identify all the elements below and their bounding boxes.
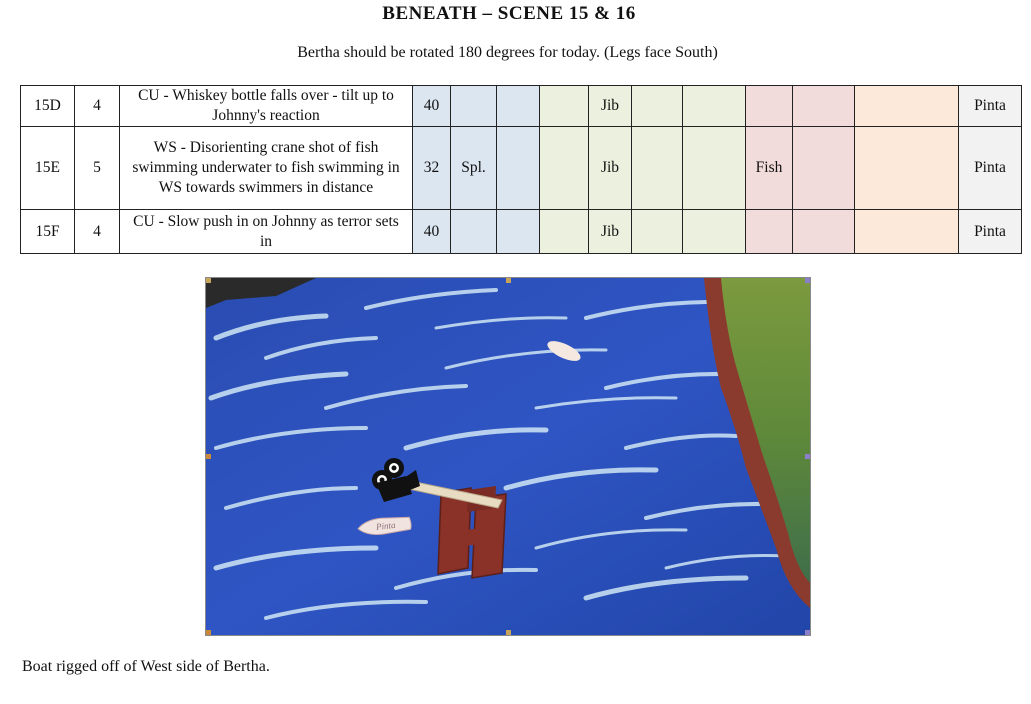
photo-caption: Boat rigged off of West side of Bertha. <box>22 658 270 675</box>
resize-handle[interactable] <box>506 278 511 283</box>
table-row <box>21 86 1022 127</box>
take-cell: 4 <box>75 210 120 254</box>
resize-handle[interactable] <box>506 630 511 635</box>
special-cell <box>451 86 497 127</box>
resize-handle[interactable] <box>206 630 211 635</box>
page-title: BENEATH – SCENE 15 & 16 <box>382 3 636 24</box>
resize-handle[interactable] <box>805 278 810 283</box>
blank-cell <box>855 210 959 254</box>
special-cell: Spl. <box>451 127 497 210</box>
boat-cell: Pinta <box>959 86 1022 127</box>
blank-cell <box>855 127 959 210</box>
description-cell: CU - Slow push in on Johnny as terror sets in <box>120 210 413 254</box>
set-photo-illustration <box>206 278 810 635</box>
shot-id-cell: 15F <box>21 210 75 254</box>
boat-label: Pinta <box>375 519 396 532</box>
rig-cell: Jib <box>589 86 632 127</box>
resize-handle[interactable] <box>206 454 211 459</box>
blank-cell <box>497 210 540 254</box>
creature-cell <box>746 210 793 254</box>
lens-cell: 40 <box>413 86 451 127</box>
creature-cell <box>746 86 793 127</box>
rig-cell: Jib <box>589 127 632 210</box>
rig-cell: Jib <box>589 210 632 254</box>
blank-cell <box>632 86 683 127</box>
blank-cell <box>540 127 589 210</box>
blank-cell <box>497 86 540 127</box>
blank-cell <box>683 210 746 254</box>
blank-cell <box>632 210 683 254</box>
special-cell <box>451 210 497 254</box>
resize-handle[interactable] <box>805 454 810 459</box>
resize-handle[interactable] <box>805 630 810 635</box>
shot-id-cell: 15E <box>21 127 75 210</box>
lens-cell: 32 <box>413 127 451 210</box>
table-row <box>21 127 1022 210</box>
take-cell: 4 <box>75 86 120 127</box>
resize-handle[interactable] <box>206 278 211 283</box>
boat-cell: Pinta <box>959 210 1022 254</box>
description-cell: CU - Whiskey bottle falls over - tilt up to Johnny's reaction <box>120 86 413 127</box>
description-cell: WS - Disorienting crane shot of fish swimming underwater to fish swimming in WS towards swimmers in distance <box>120 127 413 210</box>
blank-cell <box>683 86 746 127</box>
blank-cell <box>793 86 855 127</box>
shot-list-table <box>20 85 1022 254</box>
blank-cell <box>683 127 746 210</box>
blank-cell <box>855 86 959 127</box>
blank-cell <box>793 210 855 254</box>
lens-cell: 40 <box>413 210 451 254</box>
blank-cell <box>540 86 589 127</box>
blank-cell <box>632 127 683 210</box>
blank-cell <box>540 210 589 254</box>
table-row <box>21 210 1022 254</box>
page-subtitle: Bertha should be rotated 180 degrees for today. (Legs face South) <box>297 44 718 61</box>
creature-cell: Fish <box>746 127 793 210</box>
blank-cell <box>497 127 540 210</box>
take-cell: 5 <box>75 127 120 210</box>
blank-cell <box>793 127 855 210</box>
set-photo[interactable] <box>205 277 811 636</box>
boat-cell: Pinta <box>959 127 1022 210</box>
shot-id-cell: 15D <box>21 86 75 127</box>
